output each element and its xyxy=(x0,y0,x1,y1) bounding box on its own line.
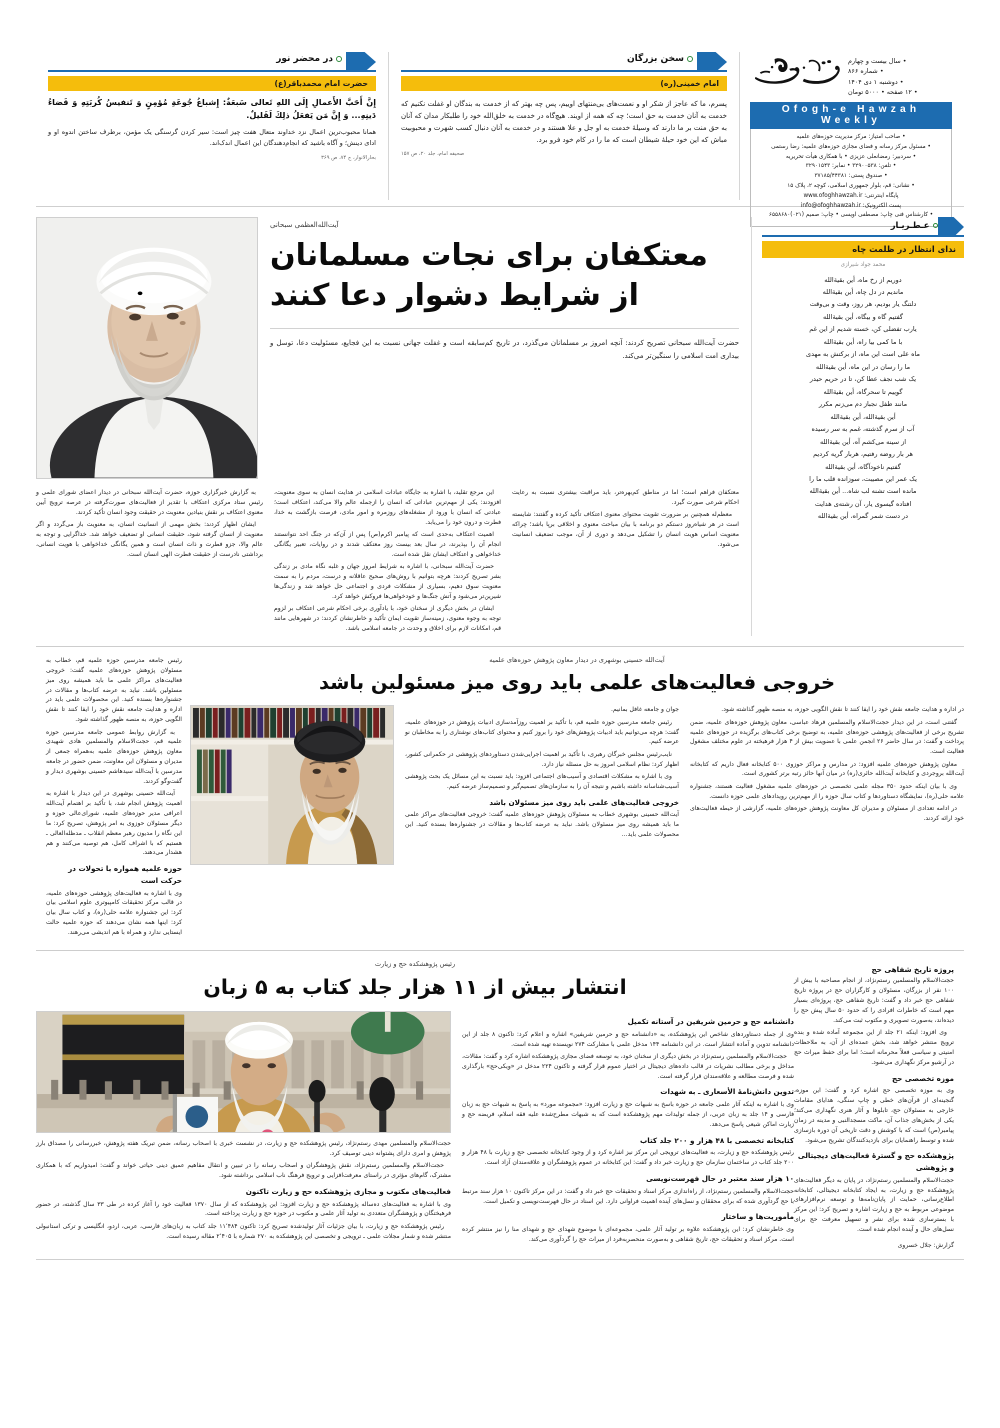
paragraph: معتکفان فراهم است؛ اما در مناطق کم‌بهره‌تر، باید مراقبت بیشتری نسبت به رعایت احکام شرعی صورت گیرد. xyxy=(512,489,739,506)
article-1-headline-wrap xyxy=(270,217,739,479)
article-3-body xyxy=(36,1011,794,1247)
article-3-subheading-left-3: پژوهشکده حج و گسترۀ فعالیت‌های دیجیتالی و پژوهشی xyxy=(797,1151,954,1173)
poem-line: دلتنگ یار بودیم، هر روز، وقت و بی‌وقت xyxy=(809,300,917,309)
meta-item: • ۱۲ صفحه • ۵۰۰۰ تومان xyxy=(848,87,952,97)
photo-press-conference-kaaba xyxy=(36,1011,451,1133)
bullet-circle-icon xyxy=(687,56,693,62)
poem-line: مانند طفل نجباز دم می‌زنم مکرر xyxy=(818,400,908,409)
article-1-lede: حضرت آیت‌الله سبحانی تصریح کردند: آنچه امروز بر مسلمانان می‌گذرد، در تاریخ کم‌سابقه است و غفلت جهانی نسبت به این فجایع، مسئولیت دعا، توسل و بیداری امت اسلامی را سنگین‌تر می‌کند. xyxy=(270,328,739,361)
poem-line: گفتیم ناخودآگاه، أین بقیةالله xyxy=(825,462,901,471)
press-conference-kaaba-illustration xyxy=(37,1012,450,1133)
banner-sokhan-bozorgan xyxy=(389,52,739,200)
article-3-main xyxy=(36,960,794,1250)
article-3-left-body xyxy=(794,976,954,1250)
paragraph: ایشان در بخش دیگری از سخنان خود، با یادآوری برخی احکام شرعی اعتکاف بر لزوم توجه به وجوه معنوی، زمینه‌ساز تقویت ایمان تأکید و خاطرنشان کردند: در شهرهایی مانند قم، امکانات لازم برای اخلاق و وحدت در جامعه اسلامی باشد. xyxy=(274,604,501,632)
paragraph: وی به موزه تخصصی حج اشاره کرد و گفت: این موزه، گنجینه‌ای از قرآن‌های خطی و چاپ سنگی، هدایای مقامات خارجی به مسئولان حج، تابلوها و آثار هنری نگهداری می‌کند؛ یکی از بخش‌های جذاب آن، ماکت مسجدالنبی و مدینه در زمان پیامبر(ص) است که با کوشش و دقت تاریخی آن دوره بازسازی شده و توسط راهنمایان برای بازدیدکنندگان تشریح می‌شود. xyxy=(794,1087,954,1144)
sidebar-poem-author: محمد جواد شیرازی xyxy=(840,261,886,268)
article-3-byline: گزارش: جلال خسروی xyxy=(897,1241,954,1249)
paragraph: به گزارش روابط عمومی جامعه مدرسین حوزه علمیه قم، حجت‌الاسلام والمسلمین هادی شهیدی معاون پژوهش حوزه‌های علمیه به‌همراه جمعی از مدیران و مسئولان این معاونت، ضمن حضور در جامعه مدرسین با آیت‌الله سیدهاشم حسینی بوشهری دیدار و گفت‌وگو کردند. xyxy=(46,728,182,785)
paragraph: آیت‌الله حسینی بوشهری در این دیدار با اشاره به اهمیت پژوهش انجام شد، با تأکید بر اهتمام آیت‌الله اعرافی مدیر حوزه‌های علمیه، شورای‌عالی حوزه و دیگر مسئولان حوزوی به امر پژوهش، تصریح کرد: ما این نگاه را مدیون رهبر معظم انقلاب ـ مدظله‌العالی ـ هستیم که با اشراف کامل، هم توصیه می‌کنند و هم هشدار می‌دهند. xyxy=(46,790,182,857)
chevron-right-icon xyxy=(346,52,376,72)
poem-line: یک شب نجف عطا کن، تا در حریم حیدر xyxy=(809,375,917,384)
colophon-website[interactable]: پایگاه اینترنتی: www.ofoghhawzah.ir xyxy=(803,192,899,199)
poem-line: گوییم تا سحرگاه، أین بقیةالله xyxy=(823,387,903,396)
paragraph: حجت‌الاسلام والمسلمین رستم‌نژاد، از انجام مصاحبه با بیش از ۱۰۰ نفر از بزرگان، مسئولان و کارگزاران حج در پروژه تاریخ شفاهی حج خبر داد و گفت: تاریخ شفاهی حج، پروژه‌ای بسیار مهم است که خاطرات افرادی را که حدود ۵۰ سال پیش حج را دیده‌اند، به‌صورت تصویری و مکتوب ثبت می‌کند. xyxy=(794,977,954,1024)
article-2-main xyxy=(182,656,964,940)
paragraph: ایشان اظهار کردند: بخش مهمی از انسانیت انسان، به معنویت باز می‌گردد و اگر معنویت از انسان گرفته شود، حقیقت انسانی او تضعیف خواهد شد. خداگرایی و توجه به عالم والا، جزو فطرت و ذات انسان است و همین یگانگی خداخواهی با هویت انسانی، برداشتی نادرست از حقیقت فطرت الهی انسان است. xyxy=(36,521,263,558)
banner-title-text: سخن بزرگان xyxy=(626,54,684,64)
publication-logo[interactable] xyxy=(750,52,842,90)
banner-header xyxy=(401,52,727,72)
paragraph: وی با اشاره به فعالیت‌های پژوهشی حوزه‌های علمیه، در قالب مرکز تحقیقات کامپیوتری علوم اسلامی بیان کرد: این جشنواره علامه حلی(ره)، و کتاب سال بیان کرد: اینها همه نشان می‌دهند که حوزه علمیه حالت ایستایی ندارد و همراه با هم اندیشی می‌رهند. xyxy=(46,889,182,936)
poem-line: أین بقیةالله، أین بقیةالله xyxy=(830,412,896,421)
chevron-right-icon xyxy=(697,52,727,72)
poem-line: افتاده گیسوی یار، آن رشته‌ی هدایت xyxy=(814,499,912,508)
vertical-divider xyxy=(751,217,752,636)
meta-item: • شماره ۸۶۶ xyxy=(848,66,952,76)
paragraph: آیت‌الله حسینی بوشهری خطاب به مسئولان پژوهش حوزه‌های علمیه گفت: خروجی فعالیت‌های مراکز علمی ما باید همیشه روی میز مسئولان باشد. نباید به عرضه کتاب‌ها و مقالات در جشنواره‌ها بسنده کنید. این محصولات علمی باید... xyxy=(405,811,679,839)
article-3-col-left xyxy=(794,960,964,1250)
banner-source: صحیفه امام، جلد ۲۰، ص ۱۵۷ xyxy=(401,150,465,157)
cleric-bookshelf-illustration xyxy=(191,706,393,864)
poem-line: در دست شمر گمراه، أین بقیةالله xyxy=(817,512,909,521)
article-3-subheading-right: فعالیت‌های مکتوب و مجازی پژوهشکده حج و زیارت تاکنون xyxy=(245,1186,451,1196)
article-3-subheading-mid-4: ۱۰ هزار سند معتبر در حال فهرست‌نویسی xyxy=(646,1174,794,1184)
banner-speaker: امام خمینی(ره) xyxy=(401,76,727,91)
photo-cleric-bookshelf xyxy=(190,705,394,865)
paragraph: در اداره و هدایت جامعه نقش خود را ایفا کنند تا نقش الگویی حوزه، به منصه ظهور گذاشته شود. xyxy=(721,706,964,714)
poem-line: آب از سرم گذشته، غمم به سر رسیده xyxy=(811,425,915,434)
masthead-english-name: Ofogh-e Hawzah Weekly xyxy=(750,102,952,130)
poem-line: ما را رسان در این ماه، أین بقیةالله xyxy=(815,362,911,371)
article-2-body xyxy=(190,705,964,865)
headline-line-1: معتکفان برای نجات مسلمانان xyxy=(270,238,708,273)
article-3-col-mid xyxy=(462,1011,794,1247)
poem-line: یارب تفضلی کن، خسته شدیم از این غم xyxy=(809,325,917,334)
poem-line: یک عمر این مصیبت، سوزانده قلب ما را xyxy=(809,475,917,483)
banner-translation: همانا محبوب‌ترین اعمال نزد خداوند متعال هفت چیز است: سیر کردن گرسنگی یک مؤمن، برطرف ساختن اندوه او و ادای دینش؛ و آگاه باشید که انجام‌دهندگان این اعمال اندک‌اند. xyxy=(48,128,376,148)
poem-line: ماه علی است این ماه، از برکتش به مهدی xyxy=(806,350,920,359)
article-3-subheading-mid-3: کتابخانه تخصصی با ۴۸ هزار و ۲۰۰ جلد کتاب xyxy=(640,1135,794,1145)
article-3-subheading-left-2: موزه تخصصی حج xyxy=(891,1073,954,1083)
banner-quote-text: پسرم، ما که عاجز از شکر او و نعمت‌های بی‌منتهای اوییم، پس چه بهتر که از خدمت به بندگان او غفلت نکنیم که خدمت به آنان خدمت به حق است؛ چه که همه از اویند. هیچ‌گاه در خدمت به خلق‌الله خود را طلبکار مدان که آنان به حق منت بر ما دارند که وسیلۀ خدمت به او جل و علا هستند و در خدمت به آنان دنبال کسب شهرت و محبوبیت مباش که این خود حیلۀ شیطان است که ما را در کام خود فرو برد. xyxy=(401,99,727,144)
sidebar-section-label: عـطـریـار xyxy=(890,220,930,230)
article-3-subheading-mid-5: مأموریت‌ها و ساختار xyxy=(721,1212,794,1222)
colophon-item: • مسئول مرکز رسانه و فضای مجازی حوزه‌های علمیه: رضا رستمی xyxy=(756,143,946,153)
article-2-col-left xyxy=(690,705,964,865)
portrait-ayatollah-sobhani xyxy=(36,217,258,479)
paragraph: حجت‌الاسلام والمسلمین رستم‌نژاد، نقش پژوهشگران و اصحاب رسانه را در تبیین و انتقال مفاهیم عمیق دینی حیاتی خواند و گفت: امیدواریم که با همکاری مشترک، گام‌های مؤثری در راستای معرفت‌افزایی و ترویج فرهنگ ناب اسلامی برداشته شود. xyxy=(36,1162,451,1180)
article-1-col-mid xyxy=(274,488,501,636)
main-grid xyxy=(36,217,964,636)
article-2-headline[interactable]: خروجی فعالیت‌های علمی باید روی میز مسئولین باشد xyxy=(318,671,836,695)
masthead-colophon xyxy=(750,129,952,227)
bullet-circle-icon xyxy=(933,223,939,229)
masthead xyxy=(740,52,952,219)
paragraph: گفتنی است، در این دیدار حجت‌الاسلام والمسلمین فرهاد عباسی، معاون پژوهش حوزه‌های علمیه، ضمن تشریح برخی از فعالیت‌های پژوهشی حوزه‌های علمیه، به توضیح برخی کتاب‌های برگزیده در حوزه‌های علمیه پرداخت و گفت: در سال حاضر ۲۶ انجمن علمی با عضویت بیش از ۴ هزار فرهیخته در علوم مختلف مشغول فعالیت است. xyxy=(690,718,964,756)
banner-header xyxy=(48,52,376,72)
sidebar-poem-title[interactable]: ندای انتظار در ظلمت چاه xyxy=(762,241,964,258)
poem-body xyxy=(762,274,964,523)
poem-line: گفتیم گاه و بیگاه، أین بقیةالله xyxy=(823,312,903,321)
poem-line: دوریم از رخ ماه، أین بقیةالله xyxy=(824,275,902,284)
bullet-circle-icon xyxy=(336,56,342,62)
banner-title-text: در محضر نور xyxy=(276,54,333,64)
poem-line: مانده است تشنه لب شاه... أین بقیةالله xyxy=(809,487,917,496)
sidebar-section-title xyxy=(891,220,938,230)
ofogh-hawzah-logo-icon xyxy=(750,54,842,90)
colophon-item: • نشانی: قم، بلوار جمهوری اسلامی، کوچه ۲، پلاک ۱۵ xyxy=(756,182,946,192)
article-2-col-far-right xyxy=(36,656,182,940)
paragraph: حجت‌الاسلام والمسلمین رستم‌نژاد در بخش دیگری از سخنان خود، به توسعه فضای مجازی پژوهشکده اشاره کرد و گفت: مقالات، مداخل و برخی مطالب نشریات در قالب داده‌های دیجیتال در اختیار عموم قرار گرفته و تاکنون ۲۲۴ مدخل در «ویکی‌حج» بارگذاری شده و فرصت مطالعه و علاقه‌مندان قرار گرفته است. xyxy=(462,1052,794,1080)
paragraph: حجت‌الاسلام والمسلمین مهدی رستم‌نژاد، رئیس پژوهشکده حج و زیارت، در نشست خبری با اصحاب رسانه، ضمن تبریک هفته پژوهش، خبررسانی را مصداق بارز پژوهش و امری دارای پشتوانه دینی توصیف کرد. xyxy=(36,1140,451,1157)
article-3-kicker: رئیس پژوهشکده حج و زیارت xyxy=(374,960,456,969)
article-3-subheading-mid-2: تدوین دانش‌نامۀ الأسعاری ـ به شهدات xyxy=(660,1087,794,1097)
paragraph: وی با بیان اینکه حدود ۳۵۰ مجله علمی تخصصی در حوزه‌های علمیه مشغول فعالیت هستند، جشنواره علامه حلی(ره)، نمایشگاه دستاوردها و کتاب سال حوزه را از مهم‌ترین رویدادهای علمی حوزه دانست. xyxy=(690,782,964,800)
meta-item: • دوشنبه ۱ دی ۱۴۰۴ xyxy=(848,77,952,87)
paragraph: رئیس پژوهشکده حج و زیارت، به فعالیت‌های ترویجی این مرکز نیز اشاره کرد و از وجود کتابخانه تخصصی حج و زیارت با ۴۸ هزار و ۲۰۰ جلد کتاب در ساختمان سازمان حج و زیارت خبر داد و گفت: این کتابخانه در عموم پژوهشگران و علاقه‌مندان آزاد است. xyxy=(462,1149,794,1167)
paragraph: در ادامه تعدادی از مسئولان و مدیران کل معاونت پژوهش حوزه‌های علمیه، گزارشی از حیطه فعالیت‌های خود ارائه کردند. xyxy=(690,805,964,822)
article-3-subheading-mid-1: دانشنامه حج و حرمین شریفین در آستانه تکمیل xyxy=(627,1017,794,1027)
sidebar-header xyxy=(762,217,964,237)
article-1-kicker: آیت‌الله‌العظمی سبحانی xyxy=(270,221,339,229)
colophon-item: • کارشناس فنی چاپ: مصطفی اویسی • چاپ: صمیم (۰۲۱)۶۵۵۸۶۸۰ xyxy=(756,211,946,221)
top-strip xyxy=(36,52,964,219)
article-3-right-stack xyxy=(36,1011,451,1247)
paragraph: وی از جمله دستاوردهای شاخص این پژوهشکده، به «دانشنامه حج و حرمین شریفین» اشاره و اعلام کرد: تاکنون ۸ جلد از این دانشنامه تدوین و آماده انتشار است. در این دانشنامه ۱۴۴ مدخل علمی با مشارکت ۲۷۴ نویسنده تهیه شده است. xyxy=(462,1030,794,1048)
article-1-col-right xyxy=(36,488,263,636)
article-2 xyxy=(36,646,964,940)
chevron-right-icon xyxy=(938,217,964,237)
paragraph: وی افزود: اینکه ۲۱ جلد از این مجموعه آماده شده و بنده ترویج منتشر خواهد شد، بخش عمده‌ای از آن، به ملاحظات امنیتی و سیاسی فعلاً محرمانه است؛ اما برای حفظ میراث حج در آرشیو مرکز نگهداری می‌شود. xyxy=(794,1029,954,1066)
paragraph: رئیس جامعه مدرسین حوزه علمیه قم، با تأکید بر اهمیت روزآمدسازی ادبیات پژوهش در حوزه‌های علمیه، گفت: هرچه می‌توانیم باید ادبیات پژوهش‌های خود را بروز کنیم و محتوای کتاب‌های نوشتاری را به مخاطبان نو عرضه کنیم. xyxy=(405,718,679,746)
colophon-item: • سردبیر: رمضانعلی عزیزی • با همکاری هیأت تحریریه xyxy=(756,153,946,163)
article-2-subheading-mid: خروجی فعالیت‌های علمی باید روی میز مسئولان باشد xyxy=(489,797,679,807)
article-2-subheading-right: حوزه علمیه همواره با تحولات در حرکت است xyxy=(68,864,182,885)
article-3-col-right xyxy=(36,1139,451,1242)
banner-dar-mahzar-noor xyxy=(36,52,388,200)
banner-title xyxy=(276,54,342,64)
article-1-columns xyxy=(36,488,739,636)
article-2-kicker: آیت‌الله حسینی بوشهری در دیدار معاون پژوهش حوزه‌های علمیه xyxy=(489,656,665,665)
banner-speaker: حضرت امام محمدباقر(ع) xyxy=(48,76,376,91)
headline-line-2: از شرایط دشوار دعا کنند xyxy=(270,278,639,314)
banner-title xyxy=(627,54,693,64)
paragraph: رئیس پژوهشکده حج و زیارت، با بیان جزئیات آثار تولیدشده تصریح کرد: تاکنون ۱۱٬۴۸۴ جلد کتاب به زبان‌های فارسی، عربی، اردو، انگلیسی و ترکی استانبولی منتشر شده و شمار مجلات علمی ـ ترویجی و تخصصی این پژوهشکده به ۲۷۰ شماره با ۲٬۴۰۵ مقاله رسیده است. xyxy=(36,1222,451,1240)
paragraph: معظم‌له همچنین بر ضرورت تقویت محتوای معنوی اعتکاف تأکید کرده و گفتند: شایسته است در هر شیاه‌روز دستکم دو برنامه با بیان مباحث معنوی و اخلاقی برپا باشد؛ چراکه معنویت اساس هویت انسان را تشکیل می‌دهد و دوری از آن، موجب تضعیف انسانیت می‌شود. xyxy=(512,511,739,548)
article-3-headline[interactable]: انتشار بیش از ۱۱ هزار جلد کتاب به ۵ زبان xyxy=(203,975,627,1000)
paragraph: جوان و جامعه غافل بمانیم. xyxy=(610,706,679,714)
masthead-issue-meta xyxy=(848,52,952,98)
vertical-divider xyxy=(739,52,740,200)
paragraph: اهمیت اعتکاف به‌حدی است که پیامبر اکرم(ص) پس از آن‌که در جنگ احد نتوانستند انجام آن را بپذیرند، در سال بعد بیست روز معتکف شدند و در روایات، تعبیر یگانگی خداخواهی و اعتکاف ایشان نقل شده است. xyxy=(274,530,501,558)
vertical-divider xyxy=(388,52,389,200)
article-3 xyxy=(36,950,964,1250)
colophon-email[interactable]: پست الکترونیک: info@ofoghhawzah.ir xyxy=(800,202,902,209)
paragraph: به گزارش خبرگزاری حوزه، حضرت آیت‌الله سبحانی در دیدار اعضای شورای علمی و رئیس ستاد مرکزی اعتکاف با تقدیر از فعالیت‌های صورت‌گرفته در عرصه ترویج آیین معنوی اعتکاف بر نقش بنیادین معنویت در حقیقت وجود انسان تأکید کردند. xyxy=(36,489,263,516)
paragraph: وی خاطرنشان کرد: این پژوهشکده علاوه بر تولید آثار علمی، مجموعه‌ای با موضوع شهدای حج و شهدای منا را نیز منتشر کرده است. مرکز اسناد و تحقیقات حج، تاریخ شفاهی و به‌صورت منحصربه‌فرد از میراث حج را گردآوری می‌کند. xyxy=(462,1226,794,1243)
article-2-col-mid xyxy=(405,705,679,865)
colophon-item: • تلفن: ۳۲۹۰۰۵۳۸ • نمابر: ۳۲۹۰۱۵۴۳ xyxy=(756,162,946,172)
article-1-top xyxy=(36,217,739,479)
article-3-subheading-left-1: پروژه تاریخ شفاهی حج xyxy=(871,965,954,975)
footer-rule xyxy=(36,1259,964,1260)
poem-line: از سینه می‌کشم آه، أین بقیةالله xyxy=(819,437,907,446)
paragraph: وی با اشاره به فعالیت‌های ده‌ساله پژوهشکده حج و زیارت افزود: این پژوهشکده که از سال ۱۳۷۰ فعالیت خود را آغاز کرده در طی ۳۳ سال گذشته، در حضور فرهیختگان و پژوهشگران متعددی به تولید آثار علمی و مکتوب در حوزه حج و زیارت پرداخته است. xyxy=(36,1200,451,1218)
paragraph: حجت‌الاسلام والمسلمین رستم‌نژاد، در پایان به دیگر فعالیت‌های پژوهشکده حج و زیارت، به ایجاد کتابخانه دیجیتالی، کتابخانه اطلاع‌رسانی، حمایت از پایان‌نامه‌ها و توسعه نرم‌افزارهای موضوعی مربوط به حج و زیارت اشاره و تصریح کرد: این مرکز با بسترسازی شده برای نشر و تسهیل معرفت حج برای نسل‌های حال و آینده انجام شده است. xyxy=(794,1176,954,1233)
article-1-col-left xyxy=(512,488,739,636)
meta-item: • سال بیست و چهارم xyxy=(848,56,952,66)
poem-line: با ما کمی بیا راه، أین بقیةالله xyxy=(823,337,903,346)
paragraph: حضرت آیت‌الله سبحانی، با اشاره به شرایط امروز جهان و غلبه نگاه مادی بر زندگی بشر تصریح کردند: هرچه بتوانیم با روش‌های صحیح عاقلانه و درست، مردم را به سمت معنویت سوق دهیم، بسیاری از مشکلات فردی و اجتماعی حل خواهد شد و زندگی‌ها شیرین‌تر می‌شود و آتش جنگ‌ها و خودخواهی‌ها فروکش خواهد کرد. xyxy=(274,563,501,600)
sidebar-atr-yar xyxy=(752,217,964,636)
colophon-item: • صندوق پستی: ۳۷۱۸۵/۴۴۳۸۱ xyxy=(756,172,946,182)
poem-line: ماندیم در دل چاه، أین بقیةالله xyxy=(822,287,904,296)
paragraph: معاون پژوهش حوزه‌های علمیه افزود: در مدارس و مراکز حوزوی ۵۰۰ کتابخانه فعال داریم که کتابخانه آیت‌الله بروجردی و کتابخانه آیت‌الله حائری(ره) در میان آنها حائز رتبه برتر کشوری است. xyxy=(690,760,964,778)
article-1-headline[interactable] xyxy=(270,236,739,316)
article-1 xyxy=(36,217,751,636)
paragraph: وی با اشاره به مشکلات اقتصادی و آسیب‌های اجتماعی افزود: باید نسبت به این مسائل یک بحث پژوهشی آسیب‌شناسانه داشته باشیم و نتیجه آن را به سازمان‌های تصمیم‌گیر و تصمیم‌ساز عرضه کنیم. xyxy=(405,772,679,790)
paragraph: حجت‌الاسلام والمسلمین رستم‌نژاد، از راه‌اندازی مرکز اسناد و تحقیقات حج خبر داد و گفت: در این مرکز تاکنون ۱۰ هزار سند مرتبط با حج گردآوری شده که برای محققان و نسل‌های آینده اهمیت فراوانی دارد. این اسناد در حال فهرست‌نویسی و تکمیل است. xyxy=(462,1187,794,1205)
paragraph: این مرجع تقلید، با اشاره به جایگاه عبادات اسلامی در هدایت انسان به سوی معنویت، افزودند: یکی از مهم‌ترین عباداتی که انسان را ازجمله عالم والا می‌کند، اعتکاف است؛ عبادتی که انسان با ورود از مشغله‌های روزمره و امور مادی، فرصت بازگشت به خدا، فطرت و درون خود را می‌یابد. xyxy=(274,489,501,526)
paragraph: رئیس جامعه مدرسین حوزه علمیه قم، خطاب به مسئولان پژوهش حوزه‌های علمیه گفت: خروجی فعالیت‌های مراکز علمی ما باید همیشه روی میز مسئولین باشد. نباید به عرضه کتاب‌ها و مقالات در جشنواره‌ها بسنده کنید. این محصولات علمی باید در اداره و هدایت جامعه نقش خود را ایفا کنند تا نقش الگویی حوزه، به منصه ظهور گذاشته شود. xyxy=(46,657,182,724)
banner-arabic-text: إِنَّ أَحَبَّ الأَعمالِ إِلَى اللهِ تَعالى سَبعَةٌ: إِشباعُ جُوعَةِ مُؤمِنٍ وَ تَنفیسُ کُربَتِهِ وَ قَضاءُ دَینِهِ... وَ إِنَّ مَن یَفعَلُ ذلِكَ لَقَلیلٌ. xyxy=(48,96,376,121)
colophon-item: • صاحب امتیاز: مرکز مدیریت حوزه‌های علمیه xyxy=(756,133,946,143)
paragraph: نایب‌رئیس مجلس خبرگان رهبری، با تأکید بر اهمیت اجرایی‌شدن دستاوردهای پژوهشی در حکمرانی کشور، اظهار کرد: نظام اسلامی امروز به حل مسئله نیاز دارد. xyxy=(405,750,679,768)
masthead-top xyxy=(750,52,952,98)
banner-source: بحارالانوار، ج ۷۴، ص ۳۶۹ xyxy=(321,154,376,161)
poem-line: هر بار روضه رفتیم، هربار گریه کردیم xyxy=(813,450,913,459)
paragraph: وی با اشاره به اینکه آثار علمی جامعه در حوزه باسخ به شبهات حج و زیارت افزود: «مجموعه مورد» به پاسخ به شبهات حج به زبان فارسی و ۱۴ جلد به زبان عربی، از جمله تولیدات مهم پژوهشکده است که به شبهات مطرح‌شده علیه فقه اسلام، فریضه حج و زیارت اماکن شیعی پاسخ می‌دهد. xyxy=(462,1101,795,1128)
cleric-portrait-illustration xyxy=(37,218,257,478)
